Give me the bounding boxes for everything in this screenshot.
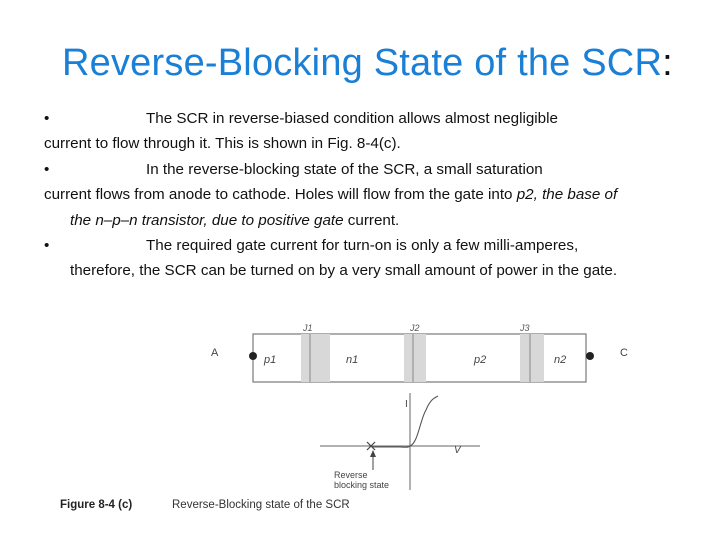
junction-region-j3 [520, 334, 544, 382]
current-axis-label: I [405, 399, 408, 410]
title-text: Reverse-Blocking State of the SCR [62, 42, 663, 84]
bullet-text: current to flow through it. This is shown in Fig. 8-4(c). [44, 135, 401, 153]
junction-region-j2 [404, 334, 426, 382]
anode-terminal [249, 352, 257, 360]
bullet-marker: • [44, 237, 50, 255]
junction-region-j1 [301, 334, 330, 382]
figure-caption-text: Reverse-Blocking state of the SCR [172, 499, 350, 511]
bullet-text-span: current flows from anode to cathode. Holes will flow from the gate into [44, 186, 517, 204]
bullet-text-italic: p2, the base of [516, 186, 618, 204]
region-label-p1: p1 [264, 354, 277, 366]
cathode-terminal [586, 352, 594, 360]
annotation-line1: Reverse [334, 470, 368, 480]
anode-label: A [211, 347, 219, 359]
bullet-text-italic: the n–p–n transistor, due to positive gate [70, 211, 344, 229]
bullet-text: The SCR in reverse-biased condition allows almost negligible [146, 110, 558, 127]
junction-label-j2: J2 [410, 323, 420, 333]
bullet-text: therefore, the SCR can be turned on by a very small amount of power in the gate. [70, 262, 618, 280]
voltage-axis-label: V [454, 445, 461, 456]
junction-label-j3: J3 [520, 323, 530, 333]
region-label-n2: n2 [554, 354, 567, 366]
annotation-line2: blocking state [334, 480, 390, 490]
region-label-p2: p2 [474, 354, 487, 366]
arrow-head [370, 450, 376, 457]
region-label-n1: n1 [346, 354, 359, 366]
bullet-text: The required gate current for turn-on is only a few milli-amperes, [146, 237, 579, 255]
junction-label-j1: J1 [303, 323, 313, 333]
forward-curve [410, 396, 438, 446]
cathode-label: C [620, 347, 628, 359]
figure-caption-prefix: Figure 8-4 (c) [60, 499, 133, 511]
bullet-marker: • [44, 110, 50, 127]
title-colon: : [662, 42, 673, 84]
bullet-text-span: current. [343, 211, 400, 229]
bullet-marker: • [44, 160, 50, 178]
bullet-text: In the reverse-blocking state of the SCR, a small saturation [146, 160, 543, 178]
